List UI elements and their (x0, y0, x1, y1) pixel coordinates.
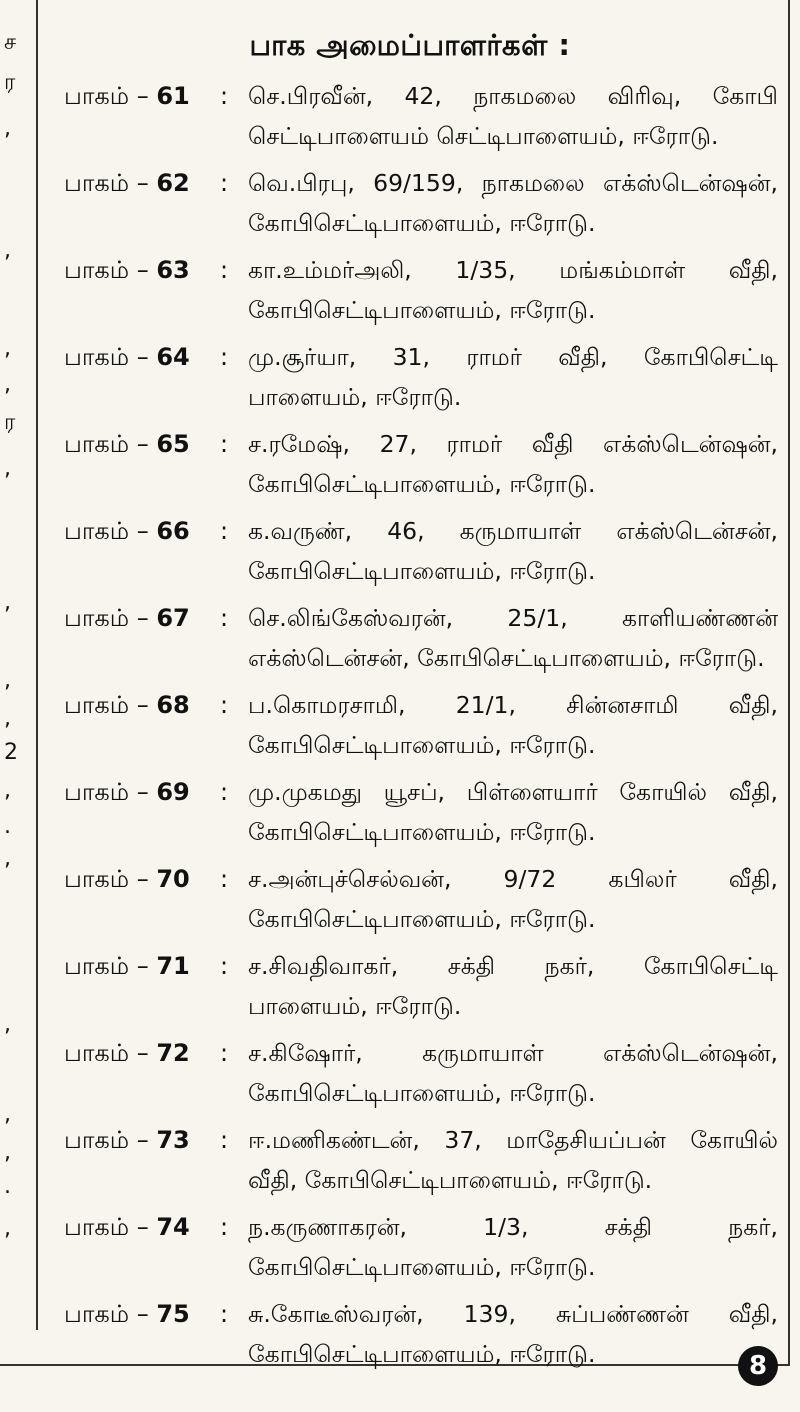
part-label: பாகம் – 64 (64, 343, 190, 371)
list-item (64, 598, 778, 678)
separator: : (220, 82, 229, 110)
organizer-details: மு.சூர்யா, 31, ராமர் வீதி, கோபிசெட்டி பாளையம், ஈரோடு. (248, 343, 778, 411)
organizer-details: ச.அன்புச்செல்வன், 9/72 கபிலர் வீதி, கோபிசெட்டிபாளையம், ஈரோடு. (248, 865, 778, 933)
column-divider (36, 0, 38, 1330)
list-item (64, 250, 778, 330)
left-mark: , (4, 1216, 11, 1241)
left-mark: . (4, 814, 11, 839)
list-item (64, 685, 778, 765)
left-mark: ர (4, 70, 16, 95)
part-label: பாகம் – 63 (64, 256, 190, 284)
part-label: பாகம் – 67 (64, 604, 190, 632)
part-label: பாகம் – 71 (64, 952, 190, 980)
organizer-details: ஈ.மணிகண்டன், 37, மாதேசியப்பன் கோயில் வீதி, கோபிசெட்டிபாளையம், ஈரோடு. (248, 1126, 778, 1194)
list-item (64, 1207, 778, 1287)
separator: : (220, 169, 229, 197)
part-label: பாகம் – 75 (64, 1300, 190, 1328)
part-label: பாகம் – 70 (64, 865, 190, 893)
list-item (64, 946, 778, 1026)
list-item (64, 337, 778, 417)
list-item (64, 1033, 778, 1113)
organizer-details: ப.கொமரசாமி, 21/1, சின்னசாமி வீதி, கோபிசெட்டிபாளையம், ஈரோடு. (248, 691, 778, 759)
organizer-details: ச.ரமேஷ், 27, ராமர் வீதி எக்ஸ்டென்ஷன், கோபிசெட்டிபாளையம், ஈரோடு. (248, 430, 778, 498)
separator: : (220, 256, 229, 284)
left-mark: , (4, 238, 11, 263)
separator: : (220, 1126, 229, 1154)
left-mark: , (4, 116, 11, 141)
organizer-details: செ.லிங்கேஸ்வரன், 25/1, காளியண்ணன் எக்ஸ்டென்சன், கோபிசெட்டிபாளையம், ஈரோடு. (248, 604, 778, 672)
page-number-badge: 8 (738, 1346, 778, 1386)
left-mark: , (4, 1012, 11, 1037)
organizer-details: வெ.பிரபு, 69/159, நாகமலை எக்ஸ்டென்ஷன், கோபிசெட்டிபாளையம், ஈரோடு. (248, 169, 778, 237)
separator: : (220, 1300, 229, 1328)
organizer-details: கா.உம்மர்அலி, 1/35, மங்கம்மாள் வீதி, கோபிசெட்டிபாளையம், ஈரோடு. (248, 256, 778, 324)
separator: : (220, 517, 229, 545)
separator: : (220, 778, 229, 806)
separator: : (220, 1213, 229, 1241)
left-mark: , (4, 590, 11, 615)
organizer-details: செ.பிரவீன், 42, நாகமலை விரிவு, கோபி செட்டிபாளையம் செட்டிபாளையம், ஈரோடு. (248, 82, 778, 150)
list-item (64, 859, 778, 939)
list-item (64, 76, 778, 156)
organizer-details: ச.சிவதிவாகர், சக்தி நகர், கோபிசெட்டி பாளையம், ஈரோடு. (248, 952, 778, 1020)
part-label: பாகம் – 68 (64, 691, 190, 719)
left-mark: , (4, 778, 11, 803)
part-label: பாகம் – 61 (64, 82, 190, 110)
list-item (64, 1294, 778, 1374)
left-mark: . (4, 1174, 11, 1199)
left-mark: ர (4, 410, 16, 435)
left-mark: , (4, 372, 11, 397)
left-column-fragment (4, 0, 26, 1330)
organizer-details: க.வருண், 46, கருமாயாள் எக்ஸ்டென்சன், கோபிசெட்டிபாளையம், ஈரோடு. (248, 517, 778, 585)
left-mark: , (4, 846, 11, 871)
separator: : (220, 952, 229, 980)
organizer-details: சு.கோடீஸ்வரன், 139, சுப்பண்ணன் வீதி, கோபிசெட்டிபாளையம், ஈரோடு. (248, 1300, 778, 1368)
separator: : (220, 865, 229, 893)
left-mark: ச (4, 30, 17, 55)
left-mark: , (4, 456, 11, 481)
separator: : (220, 604, 229, 632)
separator: : (220, 430, 229, 458)
list-item (64, 772, 778, 852)
organizer-details: மு.முகமது யூசப், பிள்ளையார் கோயில் வீதி, கோபிசெட்டிபாளையம், ஈரோடு. (248, 778, 778, 846)
left-mark: , (4, 1102, 11, 1127)
section-heading: பாக அமைப்பாளர்கள் : (249, 28, 571, 62)
right-border (788, 0, 790, 1366)
left-mark: , (4, 706, 11, 731)
separator: : (220, 1039, 229, 1067)
organizer-details: ந.கருணாகரன், 1/3, சக்தி நகர், கோபிசெட்டிபாளையம், ஈரோடு. (248, 1213, 778, 1281)
organizer-details: ச.கிஷோர், கருமாயாள் எக்ஸ்டென்ஷன், கோபிசெட்டிபாளையம், ஈரோடு. (248, 1039, 778, 1107)
organizer-list (64, 76, 778, 1381)
part-label: பாகம் – 73 (64, 1126, 190, 1154)
part-label: பாகம் – 65 (64, 430, 190, 458)
list-item (64, 511, 778, 591)
part-label: பாகம் – 69 (64, 778, 190, 806)
separator: : (220, 691, 229, 719)
part-label: பாகம் – 74 (64, 1213, 190, 1241)
list-item (64, 163, 778, 243)
separator: : (220, 343, 229, 371)
part-label: பாகம் – 62 (64, 169, 190, 197)
list-item (64, 1120, 778, 1200)
left-mark: , (4, 668, 11, 693)
left-mark: , (4, 336, 11, 361)
part-label: பாகம் – 72 (64, 1039, 190, 1067)
left-mark: 2 (4, 740, 18, 765)
left-mark: , (4, 1140, 11, 1165)
list-item (64, 424, 778, 504)
part-label: பாகம் – 66 (64, 517, 190, 545)
